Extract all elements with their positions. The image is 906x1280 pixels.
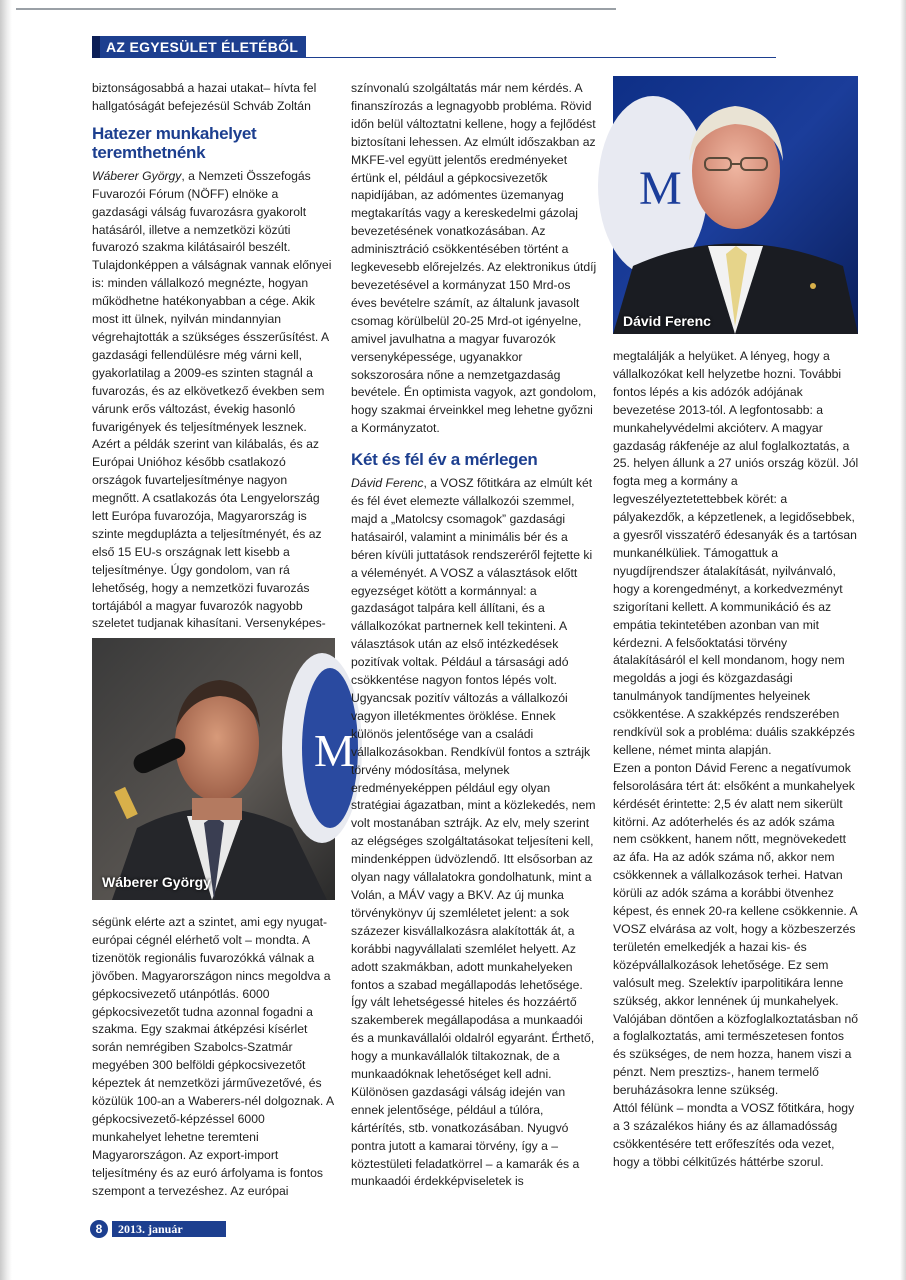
page-number-badge: [90, 1220, 108, 1238]
column-1-top: [92, 80, 335, 633]
col1-body: [92, 168, 335, 634]
section-header: [92, 36, 306, 58]
section-title: AZ EGYESÜLET ÉLETÉBŐL: [106, 39, 299, 55]
col2-text: , a VOSZ főtitkára az elmúlt két és fél évet elemezte vállalkozói szemmel, majd a „Matolcsy csomagok” gazdasági hatásairól, valamint a minimális bér és a béren kívüli juttatások rendszeréről fejtette ki a véleményét. A VOSZ a választások előtt egyezséget kötött a kormánnyal: a gazdaságot talpára kell állítani, és a vállalkozókat partnernek kell tekinteni. A választások után az első intézkedések pozitívak voltak. Például a társasági adó csökkentése nagyon fontos lépés volt. Ugyancsak pozitív változás a vállalkozói vagyon illetékmentes öröklése. Ennek különös jelentősége van a családi vállalkozásokban. Rendkívül fontos a sztrájk törvény módosítása, melynek eredményeképpen például egy olyan stratégiai ágazatban, mint a közlekedés, nem volt mostanában sztrájk. Az elv, mely szerint az elégséges szolgáltatásokat teljesíteni kell, mindenképpen üdvözlendő. Itt elsősorban az olyan nagy vállalatokra gondolhatunk, mint a Volán, a MÁV vagy a BKV. Az új munka törvénykönyv új szemléletet jelent: a sok százezer kisvállalkozásra alakították át, a korábbi nagyvállalati szemlélet helyett. Az adott szakmákban, adott munkahelyeken fontos a szabad megállapodás lehetősége. Így vált lehetségessé hiteles és hozzáértő szakemberek megállapodása a munkaadói és a munkavállalói oldalról egyaránt. Érthető, hogy a munkavállalók tiltakoznak, de a munkaadóknak lehetőséget kell adni. Különösen gazdasági válság idején van ennek jelentősége, például a túlóra, kártérítés, stb. vonatkozásában. Nyugvó pontra jutott a kamarai törvény, így a – köztestületi feladatkörrel – a kamarák és a munkaadói érdekképviseletek is: [351, 476, 596, 1189]
headline-1: Hatezer munkahelyet teremthetnénk: [92, 123, 257, 162]
issue-date: 2013. január: [118, 1221, 183, 1236]
col1-continued: ségünk elérte azt a szintet, ami egy nyugat-európai cégnél elérhető volt – mondta. A tizenötök regionális fuvarozókká válnak a jövőben. Magyarországon nincs megoldva a gépkocsivezető utánpótlás. 6000 gépkocsivezetőt tudna azonnal fogadni a szakma. Egy szakmai átképzési kísérlet során nemrégiben Szabolcs-Szatmár megyében 300 belföldi gépkocsivezetőt képeztek át nemzetközi járművezetővé, és közülük 100-an a Waberers-nél dolgoznak. A gépkocsivezető-képzéssel 6000 munkahelyet lehetne teremteni Magyarországon. Az export-import teljesítmény és az euró árfolyama is fontos szempont a tervezéshez. Az európai: [92, 915, 334, 1198]
issue-band: [112, 1221, 226, 1237]
col1-text: , a Nemzeti Összefogás Fuvarozói Fórum (NÖFF) elnöke a gazdasági válság fuvarozásra gyakorolt hatásáról, illetve a nemzetközi közúti fuvarozó szakma kilátásairól beszélt. Tulajdonképpen a válságnak vannak előnyei is: minden vállalkozó megnézte, hogyan működhetne hatékonyabban a cége. Akik most itt ülnek, nyilván mindannyian végrehajtották a szükséges ésszerűsítést. A gazdasági fellendülésre még várni kell, gyakorlatilag a 2009-es szinten stagnál a fuvarozás, és az elkövetkező években sem várunk erős változást, évekig hasonló fuvarigények és teljesítmények lesznek. Azért a példák szerint van kilábalás, és az Európai Unióhoz később csatlakozó országok fuvarteljesítménye nagyon megnőtt. A csatlakozás óta Lengyelország lett Európa fuvarozója, Magyarország is szinte megduplázta a teljesítményét, és az első 15 EU-s országnak lett kisebb a teljesítménye. Úgy gondolom, van rá lehetőség, hogy a nemzetközi fuvarozás tortájából a magyar fuvarozók nagyobb szeletet tudjanak kihasítani. Versenyképes-: [92, 168, 332, 631]
photo-waberer-caption: Wáberer György: [102, 874, 211, 890]
photo-david-caption: Dávid Ferenc: [623, 313, 711, 329]
column-2: [351, 80, 597, 1191]
photo-david-image: [613, 76, 858, 334]
col2-body: [351, 475, 597, 1191]
photo-david: [613, 76, 858, 334]
col3-text3: Attól félünk – mondta a VOSZ főtitkára, hogy a 3 százalékos hiány és az államadósság csökkentésére tett erőfeszítés oda vezet, hogy a többi célkitűzés háttérbe szorul.: [613, 1101, 855, 1169]
svg-text:M: M: [314, 725, 355, 776]
svg-text:M: M: [639, 162, 682, 215]
col1-intro: biztonságosabbá a hazai utakat– hívta fel hallgatóságát befejezésül Schváb Zoltán: [92, 81, 317, 113]
section-header-tick: [92, 36, 100, 58]
section-rule: [306, 57, 776, 58]
column-3: [613, 348, 860, 1172]
scan-right-edge: [900, 0, 906, 1280]
col3-text2: Ezen a ponton Dávid Ferenc a negatívumok felsorolására tért át: elsőként a munkahelyek kérdését érintette: 2,5 év alatt nem sikerült kitörni. Az adóterhelés és az adók száma nem csökkent, hanem nőtt, megnövekedett az áfa. Ha az adók száma nő, akkor nem csökkennek a vállalkozások terhei. Hatvan körüli az adók száma a korábbi ötvenhez képest, és ennek 20-ra kellene csökkennie. A VOSZ elvárása az volt, hogy a közbeszerzés területén emelkedjék a hazai kis- és középvállalkozások lehetősége. Ez sem valósult meg. Szelektív iparpolitikára lenne szükség, akkor lennének új munkahelyek. Valójában döntően a közfoglalkoztatásban nő a foglalkoztatás, ami természetesen fontos és szükséges, de nem hozza, hanem viszi a pénzt. Nem presztizs-, hanem termelő beruházásokra lenne szükség.: [613, 760, 859, 1098]
headline-2: Két és fél év a mérlegen: [351, 450, 538, 470]
top-rule: [16, 8, 616, 10]
col2-top: színvonalú szolgáltatás már nem kérdés. A finanszírozás a legnagyobb probléma. Rövid időn belül változtatni kellene, hogy a fejlődést biztosítani lehessen. Az elmúlt időszakban az MKFE-vel együtt jelentős eredményeket értünk el, például a gépkocsivezetők napidíjában, az adómentes üzemanyag megtakarítás vagy a kereskedelmi gázolaj bevezetésének vonatkozásában. Az adminisztráció csökkentésében történt a legkevesebb előrejelzés. Az elektronikus útdíj bevezetésével a kormányzat 150 Mrd-os éves bevételre számít, az általunk javasolt csomag körülbelül 20-25 Mrd-ot igényelne, amivel javulhatna a magyar fuvarozók versenyképessége, ugyanakkor sokszorosára nőne a nemzetgazdaság bevétele. Én optimista vagyok, azt gondolom, hogy szakmai érveinkkel meg lehetne győzni a Kormányzatot.: [351, 81, 597, 436]
photo-waberer: [92, 638, 355, 900]
col2-speaker: Dávid Ferenc: [351, 476, 424, 491]
page-number: 8: [95, 1222, 103, 1236]
col3-text1: megtalálják a helyüket. A lényeg, hogy a vállalkozókat kell helyzetbe hozni. További fontos lépés a kis adózók adójának bevezetése 2013-tól. A legfontosabb: a munkahelyvédelmi akcióterv. A magyar gazdaság rákfenéje az alul foglalkoztatás, a 25. helyen állunk a 27 uniós ország közül. Jól fogta meg a kormány a legveszélyeztetettebbek körét: a pályakezdők, a képzetlenek, a legidősebbek, a gyesről visszatérő édesanyák és a tartósan munkanélküliek. Támogattuk a nyugdíjrendszer átalakítását, nyilvánvaló, hogy a korengedményt, a korkedvezményt szigorítani kellett. A kommunikáció és az empátia tekintetében azonban van mit kérdezni. A felsőoktatási törvény átalakításáról el kell mondanom, hogy nem megoldás a jogi és közgazdasági tanulmányok tandíjmentes helyeinek csökkentése. A szakképzés rendszerében rendkívül sok a probléma: duális szakképzés kellene, német minta alapján.: [613, 349, 859, 757]
column-1-bottom: [92, 914, 335, 1201]
scan-left-edge: [0, 0, 12, 1280]
photo-waberer-image: [92, 638, 355, 900]
col1-speaker: Wáberer György: [92, 168, 182, 183]
